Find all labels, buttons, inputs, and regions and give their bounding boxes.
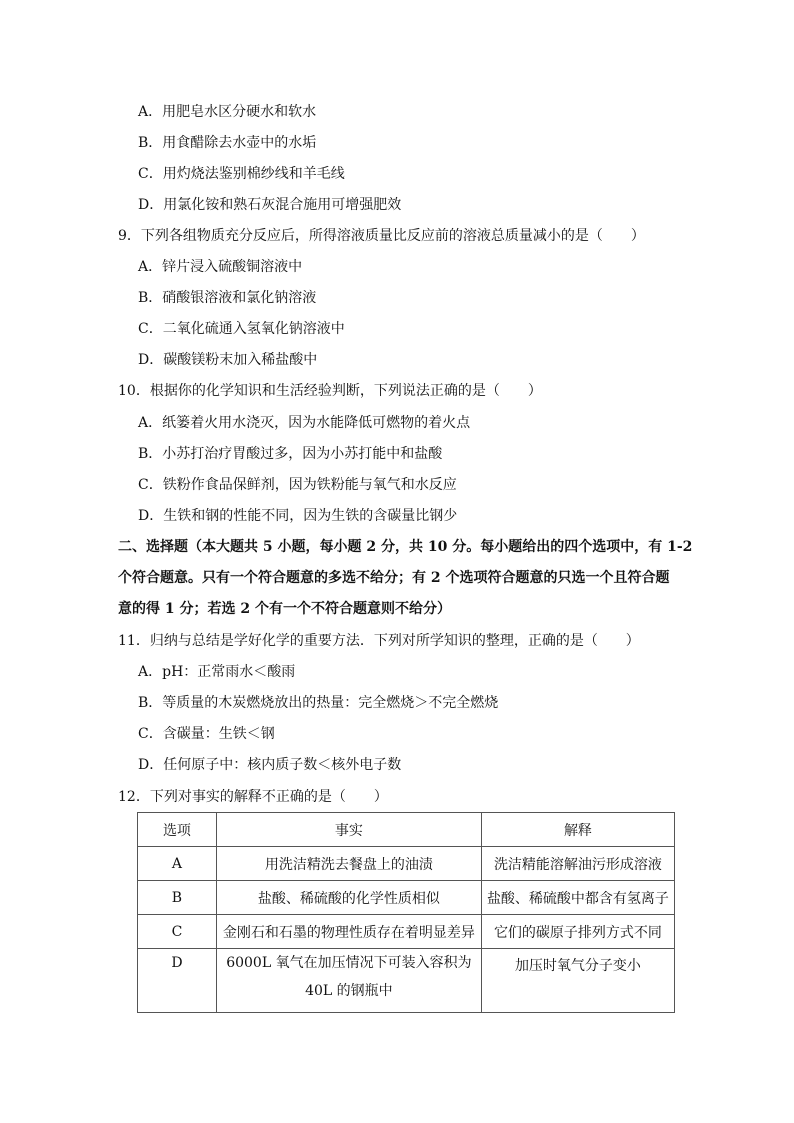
q12-table (137, 812, 675, 1013)
section2-heading-line2: 个符合题意。只有一个符合题意的多选不给分；有 2 个选项符合题意的只选一个且符合题 (118, 570, 670, 586)
table-cell-explanation: 加压时氧气分子变小 (481, 949, 674, 1013)
section2-heading-line3: 意的得 1 分；若选 2 个有一个不符合题意则不给分） (118, 601, 451, 617)
table-cell-option: B (138, 881, 217, 915)
q9-option-c: C．二氧化硫通入氢氧化钠溶液中 (138, 321, 345, 337)
q11-option-c: C．含碳量：生铁＜钢 (138, 726, 275, 742)
q9-option-d: D．碳酸镁粉末加入稀盐酸中 (138, 352, 318, 368)
table-row (138, 949, 675, 1013)
q10-option-d: D．生铁和钢的性能不同，因为生铁的含碳量比钢少 (138, 508, 458, 524)
q10-option-c: C．铁粉作食品保鲜剂，因为铁粉能与氧气和水反应 (138, 477, 457, 493)
q9-option-a: A．锌片浸入硫酸铜溶液中 (138, 259, 303, 275)
table-cell-option: C (138, 915, 217, 949)
q8-option-a: A．用肥皂水区分硬水和软水 (138, 104, 317, 120)
table-row (138, 881, 675, 915)
q10-stem: 10．根据你的化学知识和生活经验判断，下列说法正确的是（ ） (118, 383, 542, 399)
q8-option-b: B．用食醋除去水壶中的水垢 (138, 135, 317, 151)
table-cell-option: A (138, 847, 217, 881)
table-row (138, 847, 675, 881)
table-cell-explanation: 盐酸、稀硫酸中都含有氢离子 (481, 881, 674, 915)
q12-stem: 12．下列对事实的解释不正确的是（ ） (118, 789, 388, 805)
table-cell-fact: 金刚石和石墨的物理性质存在着明显差异 (216, 915, 481, 949)
table-header-explanation: 解释 (481, 813, 674, 847)
table-cell-fact: 6000L 氧气在加压情况下可装入容积为 40L 的钢瓶中 (216, 949, 481, 1013)
q8-option-c: C．用灼烧法鉴别棉纱线和羊毛线 (138, 166, 345, 182)
q8-option-d: D．用氯化铵和熟石灰混合施用可增强肥效 (138, 197, 402, 213)
table-cell-fact: 用洗洁精洗去餐盘上的油渍 (216, 847, 481, 881)
table-cell-option: D (138, 949, 217, 1013)
table-row (138, 915, 675, 949)
section2-heading-line1: 二、选择题（本大题共 5 小题，每小题 2 分，共 10 分。每小题给出的四个选项中，有 1-2 (118, 539, 693, 555)
q11-option-d: D．任何原子中：核内质子数＜核外电子数 (138, 757, 402, 773)
q9-stem: 9．下列各组物质充分反应后，所得溶液质量比反应前的溶液总质量减小的是（ ） (118, 228, 645, 244)
table-cell-explanation: 洗洁精能溶解油污形成溶液 (481, 847, 674, 881)
q11-option-b: B．等质量的木炭燃烧放出的热量：完全燃烧＞不完全燃烧 (138, 695, 499, 711)
q9-option-b: B．硝酸银溶液和氯化钠溶液 (138, 290, 317, 306)
table-cell-explanation: 它们的碳原子排列方式不同 (481, 915, 674, 949)
q11-option-a: A．pH：正常雨水＜酸雨 (138, 664, 296, 680)
q11-stem: 11．归纳与总结是学好化学的重要方法．下列对所学知识的整理，正确的是（ ） (118, 633, 640, 649)
q10-option-a: A．纸篓着火用水浇灭，因为水能降低可燃物的着火点 (138, 415, 471, 431)
table-cell-fact: 盐酸、稀硫酸的化学性质相似 (216, 881, 481, 915)
table-header-option: 选项 (138, 813, 217, 847)
table-header-fact: 事实 (216, 813, 481, 847)
q10-option-b: B．小苏打治疗胃酸过多，因为小苏打能中和盐酸 (138, 446, 443, 462)
table-header-row (138, 813, 675, 847)
